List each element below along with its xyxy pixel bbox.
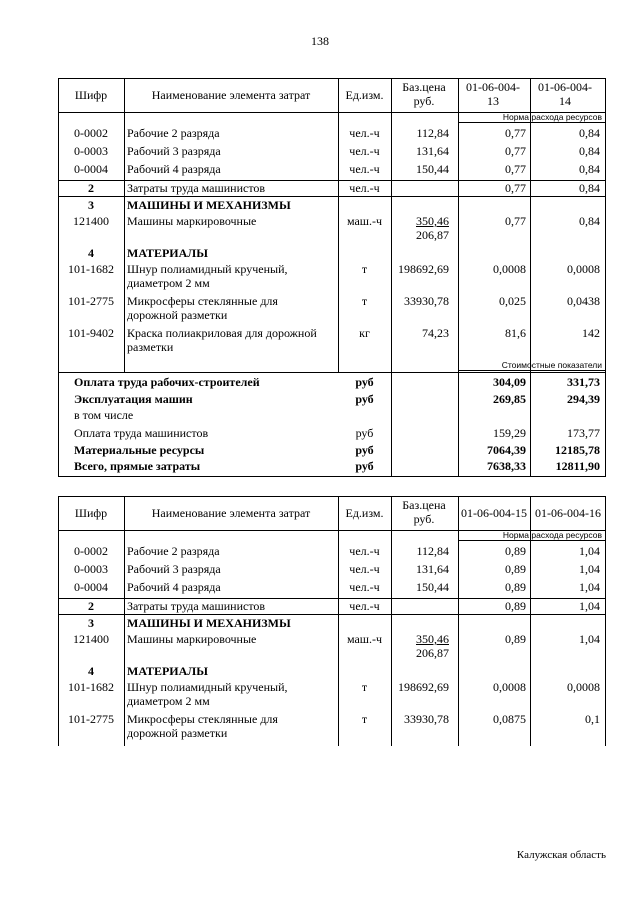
header-price: Баз.цена руб. [402,80,446,108]
page-number: 138 [311,34,329,48]
cost-label: Стоимостные показатели [501,360,602,370]
region-footer: Калужская область [516,849,606,861]
header-col1: 01-06-004-13 [466,80,520,108]
header-col2: 01-06-004-16 [535,506,601,520]
header-price: Баз.цена руб. [402,498,446,526]
header-code: Шифр [74,88,108,102]
header-unit: Ед.изм. [345,506,384,520]
header-unit: Ед.изм. [345,88,384,102]
norm-label: Норма расхода ресурсов [502,112,602,122]
header-code: Шифр [74,506,108,520]
header-col1: 01-06-004-15 [461,506,527,520]
norm-label: Норма расхода ресурсов [502,530,602,540]
header-name: Наименование элемента затрат [151,506,311,520]
header-col2: 01-06-004-14 [538,80,592,108]
header-name: Наименование элемента затрат [151,88,311,102]
